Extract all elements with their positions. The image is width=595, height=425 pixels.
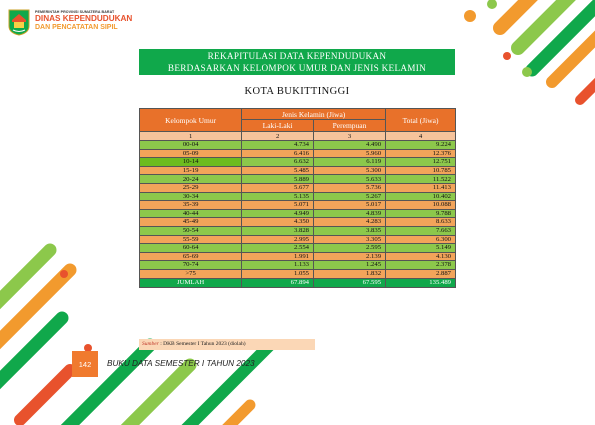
female-cell: 4.490 — [314, 141, 386, 150]
age-cell: 20-24 — [140, 175, 242, 184]
age-cell: 65-69 — [140, 252, 242, 261]
female-cell: 6.119 — [314, 158, 386, 167]
total-cell: 11.522 — [386, 175, 456, 184]
male-cell: 4.734 — [242, 141, 314, 150]
total-cell: 8.633 — [386, 218, 456, 227]
table-row — [140, 235, 456, 244]
table-row — [140, 252, 456, 261]
agency-name-line1: DINAS KEPENDUDUKAN — [35, 14, 133, 23]
female-cell: 3.305 — [314, 235, 386, 244]
table-row — [140, 166, 456, 175]
col-index: 2 — [242, 132, 314, 141]
age-cell: 25-29 — [140, 183, 242, 192]
col-header-male: Laki-Laki — [242, 120, 314, 132]
male-cell: 4.949 — [242, 209, 314, 218]
source-label: Sumber — [142, 341, 159, 347]
age-cell: 40-44 — [140, 209, 242, 218]
female-cell: 1.245 — [314, 261, 386, 270]
female-cell: 5.017 — [314, 201, 386, 210]
female-cell: 1.832 — [314, 269, 386, 278]
male-cell: 3.828 — [242, 226, 314, 235]
agency-name-line2: DAN PENCATATAN SIPIL — [35, 24, 118, 31]
total-male: 67.894 — [242, 278, 314, 287]
source-text: : DKB Semester I Tahun 2023 (diolah) — [160, 341, 246, 347]
female-cell: 5.633 — [314, 175, 386, 184]
age-cell: 15-19 — [140, 166, 242, 175]
male-cell: 4.350 — [242, 218, 314, 227]
age-cell: 55-59 — [140, 235, 242, 244]
col-index: 4 — [386, 132, 456, 141]
female-cell: 4.283 — [314, 218, 386, 227]
col-index: 1 — [140, 132, 242, 141]
total-cell: 9.788 — [386, 209, 456, 218]
total-cell: 5.149 — [386, 244, 456, 253]
age-cell: 30-34 — [140, 192, 242, 201]
table-row — [140, 192, 456, 201]
col-header-age: Kelompok Umur — [140, 109, 242, 132]
total-cell: 12.751 — [386, 158, 456, 167]
col-index: 3 — [314, 132, 386, 141]
total-cell: 10.402 — [386, 192, 456, 201]
total-label: JUMLAH — [140, 278, 242, 287]
age-cell: 10-14 — [140, 158, 242, 167]
agency-header — [8, 8, 132, 36]
female-cell: 2.139 — [314, 252, 386, 261]
total-cell: 4.130 — [386, 252, 456, 261]
female-cell: 5.960 — [314, 149, 386, 158]
population-table — [139, 108, 456, 288]
male-cell: 1.055 — [242, 269, 314, 278]
title-line1: REKAPITULASI DATA KEPENDUDUKAN — [207, 51, 387, 61]
age-cell: 05-09 — [140, 149, 242, 158]
total-cell: 10.785 — [386, 166, 456, 175]
total-cell: 9.224 — [386, 141, 456, 150]
page-title — [139, 49, 455, 75]
col-header-gender: Jenis Kelamin (Jiwa) — [242, 109, 386, 120]
female-cell: 5.267 — [314, 192, 386, 201]
source-note — [139, 339, 315, 350]
table-row — [140, 244, 456, 253]
age-cell: 70-74 — [140, 261, 242, 270]
female-cell: 5.736 — [314, 183, 386, 192]
age-cell: >75 — [140, 269, 242, 278]
male-cell: 6.632 — [242, 158, 314, 167]
female-cell: 5.300 — [314, 166, 386, 175]
col-header-female: Perempuan — [314, 120, 386, 132]
male-cell: 5.485 — [242, 166, 314, 175]
table-row — [140, 201, 456, 210]
province-label: PEMERINTAH PROVINSI SUMATERA BARAT — [35, 10, 115, 14]
male-cell: 5.677 — [242, 183, 314, 192]
total-cell: 2.378 — [386, 261, 456, 270]
table-row — [140, 261, 456, 270]
male-cell: 5.889 — [242, 175, 314, 184]
table-row — [140, 175, 456, 184]
total-cell: 12.376 — [386, 149, 456, 158]
table-row — [140, 269, 456, 278]
age-cell: 60-64 — [140, 244, 242, 253]
agency-logo-icon — [8, 8, 30, 36]
table-row — [140, 183, 456, 192]
city-heading: KOTA BUKITTINGGI — [244, 86, 350, 97]
male-cell: 6.416 — [242, 149, 314, 158]
female-cell: 4.839 — [314, 209, 386, 218]
table-row — [140, 141, 456, 150]
total-row — [140, 278, 456, 287]
total-cell: 10.088 — [386, 201, 456, 210]
total-cell: 7.663 — [386, 226, 456, 235]
total-female: 67.595 — [314, 278, 386, 287]
male-cell: 1.991 — [242, 252, 314, 261]
footer-title: BUKU DATA SEMESTER I TAHUN 2023 — [107, 359, 255, 368]
male-cell: 5.135 — [242, 192, 314, 201]
page-number: 142 — [72, 351, 98, 377]
col-header-total: Total (Jiwa) — [386, 109, 456, 132]
age-cell: 00-04 — [140, 141, 242, 150]
total-all: 135.489 — [386, 278, 456, 287]
table-row — [140, 149, 456, 158]
age-cell: 50-54 — [140, 226, 242, 235]
male-cell: 2.995 — [242, 235, 314, 244]
table-row — [140, 158, 456, 167]
total-cell: 2.887 — [386, 269, 456, 278]
age-cell: 45-49 — [140, 218, 242, 227]
total-cell: 6.300 — [386, 235, 456, 244]
age-cell: 35-39 — [140, 201, 242, 210]
table-row — [140, 226, 456, 235]
table-row — [140, 218, 456, 227]
male-cell: 5.071 — [242, 201, 314, 210]
female-cell: 2.595 — [314, 244, 386, 253]
female-cell: 3.835 — [314, 226, 386, 235]
table-row — [140, 209, 456, 218]
title-line2: BERDASARKAN KELOMPOK UMUR DAN JENIS KELAMIN — [167, 63, 427, 73]
total-cell: 11.413 — [386, 183, 456, 192]
male-cell: 2.554 — [242, 244, 314, 253]
male-cell: 1.133 — [242, 261, 314, 270]
